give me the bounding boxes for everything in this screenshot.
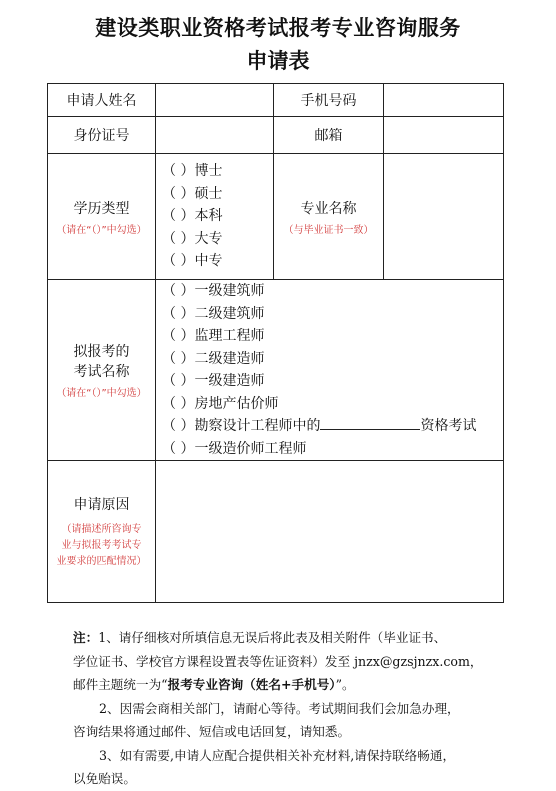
- reason-hint-line3: 业要求的匹配情况）: [56, 555, 147, 567]
- note-2-line-2: 咨询结果将通过邮件、短信或电话回复，请知悉。: [73, 724, 351, 739]
- email-label: 邮箱: [274, 117, 384, 154]
- email-field[interactable]: [384, 117, 504, 154]
- edu-option-secondary[interactable]: （ ）中专: [162, 253, 223, 270]
- edu-option-college[interactable]: （ ）大专: [162, 230, 223, 247]
- exam-hint: （请在“（）”中勾选）: [56, 388, 147, 399]
- phone-field[interactable]: [384, 84, 504, 117]
- exam-option-arch1[interactable]: （ ）一级建筑师: [162, 283, 265, 299]
- exam-option-survey-prefix: （ ）勘察设计工程师中的: [162, 418, 321, 434]
- reason-label-cell: [48, 461, 156, 603]
- edu-label: 学历类型: [73, 200, 130, 217]
- exam-option-constructor2[interactable]: （ ）二级建造师: [162, 350, 265, 367]
- survey-blank[interactable]: [320, 416, 420, 430]
- form-title: 建设类职业资格考试报考专业咨询服务: [95, 16, 461, 40]
- major-label-cell: [274, 154, 384, 280]
- exam-label-line1: 拟报考的: [73, 344, 130, 360]
- edu-label-cell: [48, 154, 156, 280]
- exam-option-cost[interactable]: （ ）一级造价师工程师: [162, 440, 307, 457]
- form-subtitle: 申请表: [246, 49, 310, 73]
- reason-hint-line2: 业与拟报考考试专: [61, 539, 142, 551]
- exam-label-line2: 考试名称: [73, 364, 130, 380]
- note-3-line-2: 以免贻误。: [73, 771, 136, 786]
- note-3-line-1: 3、如有需要,申请人应配合提供相关补充材料,请保持联络畅通，: [99, 747, 456, 763]
- major-hint: （与毕业证书一致）: [283, 224, 374, 236]
- exam-option-constructor1[interactable]: （ ）一级建造师: [162, 373, 265, 389]
- edu-options: [156, 154, 274, 280]
- id-field[interactable]: [156, 117, 274, 154]
- note-1-subject-pre: 邮件主题统一为“: [73, 677, 168, 692]
- reason-label: 申请原因: [73, 496, 130, 513]
- notes-section: [73, 626, 513, 791]
- note-1-line-1: [73, 626, 513, 650]
- exam-option-supervision[interactable]: （ ）监理工程师: [162, 328, 265, 344]
- exam-option-survey[interactable]: [162, 415, 503, 438]
- name-field[interactable]: [156, 84, 274, 117]
- id-label: 身份证号: [48, 117, 156, 154]
- exam-option-appraiser[interactable]: （ ）房地产估价师: [162, 395, 279, 412]
- note-2-line-1: 2、因需会商相关部门，请耐心等待。考试期间我们会加急办理，: [99, 700, 460, 716]
- major-label: 专业名称: [300, 200, 357, 217]
- phone-label: 手机号码: [274, 84, 384, 117]
- edu-hint: （请在“（）”中勾选）: [56, 224, 147, 236]
- note-1-subject-post: ”。: [335, 677, 355, 692]
- major-field[interactable]: [384, 154, 504, 280]
- exam-option-arch2[interactable]: （ ）二级建筑师: [162, 305, 265, 322]
- exam-option-survey-suffix: 资格考试: [420, 418, 477, 434]
- exam-label-cell: [48, 280, 156, 461]
- note-1-line-3: [73, 673, 513, 697]
- name-label: 申请人姓名: [48, 84, 156, 117]
- reason-field[interactable]: [156, 461, 504, 603]
- application-form: [47, 83, 504, 603]
- note-1-text-a: 1、请仔细核对所填信息无误后将此表及相关附件（毕业证书、: [98, 630, 447, 645]
- edu-option-master[interactable]: （ ）硕士: [162, 185, 223, 202]
- note-1-subject: 报考专业咨询（姓名+手机号）: [167, 677, 336, 692]
- edu-option-bachelor[interactable]: （ ）本科: [162, 208, 223, 225]
- note-1-line-2: 学位证书、学校官方课程设置表等佐证资料）发至 jnzx@gzsjnzx.com，: [73, 653, 483, 669]
- reason-hint-line1: （请描述所咨询专: [61, 523, 142, 535]
- exam-options: [156, 280, 504, 461]
- reason-hint: [48, 522, 155, 570]
- edu-option-phd[interactable]: （ ）博士: [162, 163, 223, 180]
- note-prefix: 注：: [73, 630, 99, 645]
